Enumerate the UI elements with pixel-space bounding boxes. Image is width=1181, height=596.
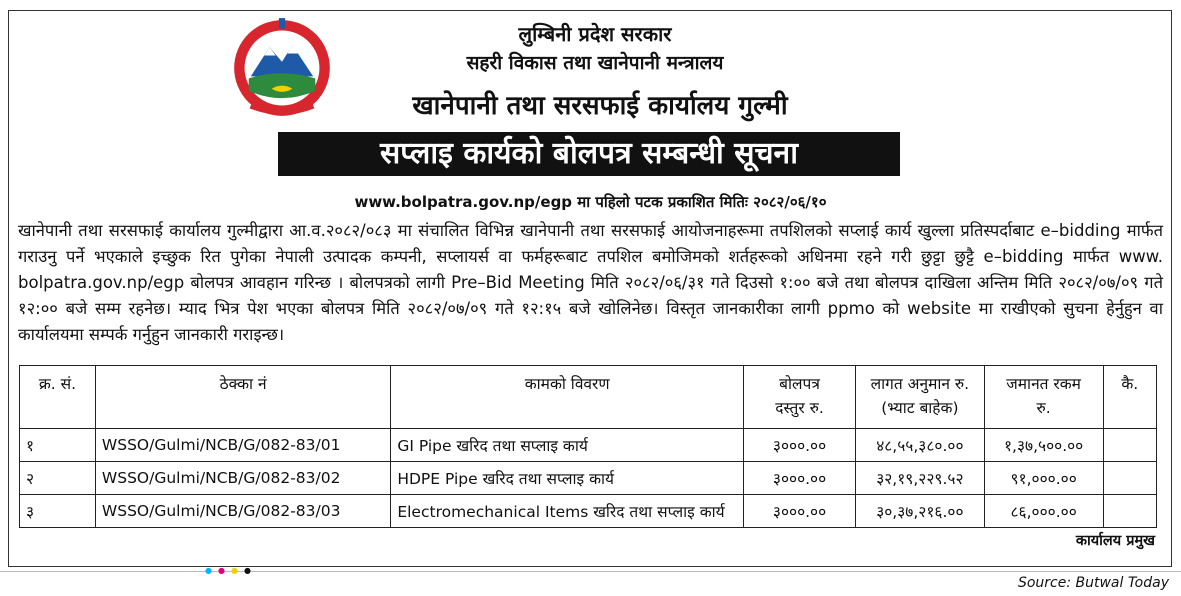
signoff-office-chief: कार्यालय प्रमुख <box>1075 533 1155 549</box>
cell-contract-no: WSSO/Gulmi/NCB/G/082-83/02 <box>95 462 390 495</box>
header-cost-estimate-line2: (भ्याट बाहेक) <box>881 399 959 417</box>
header-cost-estimate-line1: लागत अनुमान रु. <box>870 375 970 393</box>
cell-serial: ३ <box>20 495 96 528</box>
nepal-emblem-icon <box>230 16 334 120</box>
cell-security-deposit: ९१,०००.०० <box>984 462 1103 495</box>
tender-table <box>19 365 1157 528</box>
notice-body-text: खानेपानी तथा सरसफाई कार्यालय गुल्मीद्वारा आ.व.२०८२/०८३ मा संचालित विभिन्न खानेपानी तथा सरसफाई आयोजनाहरूमा तपशिलको सप्लाई कार्य खुल्ला प्रतिस्पर्दाबाट e–bidding मार्फत गराउनु पर्ने भएकाले इच्छुक रित पुगेका नेपाली उत्पादक कम्पनी, सप्लायर्स वा फर्महरूबाट तपशिल बमोजिमको शर्तहरूको अधिनमा रहने गरी छुट्टा छुट्टै e–bidding मार्फत www. bolpatra.gov.np/egp बोलपत्र आवहान गरिन्छ । बोलपत्रको लागी Pre–Bid Meeting मिति २०८२/०६/३१ गते दिउसो १:०० बजे तथा बोलपत्र दाखिला अन्तिम मिति २०८२/०७/०९ गते १२:०० बजे सम्म रहनेछ। म्याद भित्र पेश भएका बोलपत्र मिति २०८२/०७/०९ गते १२:१५ बजे खोलिनेछ। विस्तृत जानकारीका लागी ppmo को website मा राखीएको सुचना हेर्नुहुन वा कार्यालयमा सम्पर्क गर्नुहुन जानकारी गराइन्छ। <box>18 221 1163 344</box>
cell-description: Electromechanical Items खरिद तथा सप्लाइ कार्य <box>391 495 744 528</box>
header-line-province: लुम्बिनी प्रदेश सरकार <box>518 22 672 46</box>
header-bid-fee-line2: दस्तुर रु. <box>775 399 824 417</box>
header-security-deposit-line2: रु. <box>1036 399 1051 417</box>
cell-serial: १ <box>20 429 96 462</box>
bottom-divider <box>0 571 1181 572</box>
cell-security-deposit: १,३७,५००.०० <box>984 429 1103 462</box>
cell-cost-estimate: ४८,५५,३८०.०० <box>856 429 985 462</box>
cell-bid-fee: ३०००.०० <box>744 462 856 495</box>
header-bid-fee-line1: बोलपत्र <box>779 375 820 393</box>
header-security-deposit-line1: जमानत रकम <box>1006 375 1081 393</box>
header-cost-estimate <box>856 366 985 429</box>
cell-security-deposit: ८६,०००.०० <box>984 495 1103 528</box>
header-description: कामको विवरण <box>391 366 744 429</box>
cell-description: GI Pipe खरिद तथा सप्लाइ कार्य <box>391 429 744 462</box>
cell-remarks <box>1103 462 1156 495</box>
cell-contract-no: WSSO/Gulmi/NCB/G/082-83/01 <box>95 429 390 462</box>
table-row <box>20 429 1157 462</box>
cell-contract-no: WSSO/Gulmi/NCB/G/082-83/03 <box>95 495 390 528</box>
cell-bid-fee: ३०००.०० <box>744 429 856 462</box>
cell-remarks <box>1103 429 1156 462</box>
cell-cost-estimate: ३०,३७,२१६.०० <box>856 495 985 528</box>
header-security-deposit <box>984 366 1103 429</box>
header-line-office: खानेपानी तथा सरसफाई कार्यालय गुल्मी <box>412 91 788 121</box>
color-registration-dots: ●●●● <box>205 566 257 575</box>
notice-title-banner: सप्लाइ कार्यको बोलपत्र सम्बन्धी सूचना <box>278 132 900 176</box>
cell-bid-fee: ३०००.०० <box>744 495 856 528</box>
table-row <box>20 495 1157 528</box>
table-header-row <box>20 366 1157 429</box>
cell-cost-estimate: ३२,१९,२२९.५२ <box>856 462 985 495</box>
header-serial: क्र. सं. <box>20 366 96 429</box>
table-row <box>20 462 1157 495</box>
cell-serial: २ <box>20 462 96 495</box>
header-contract-no: ठेक्का नं <box>95 366 390 429</box>
header-remarks: कै. <box>1103 366 1156 429</box>
header-bid-fee <box>744 366 856 429</box>
publication-line: www.bolpatra.gov.np/egp मा पहिलो पटक प्रकाशित मितिः २०८२/०६/१० <box>354 193 827 211</box>
cell-description: HDPE Pipe खरिद तथा सप्लाइ कार्य <box>391 462 744 495</box>
header-line-ministry: सहरी विकास तथा खानेपानी मन्त्रालय <box>466 52 724 74</box>
source-credit: Source: Butwal Today <box>1017 575 1169 591</box>
cell-remarks <box>1103 495 1156 528</box>
